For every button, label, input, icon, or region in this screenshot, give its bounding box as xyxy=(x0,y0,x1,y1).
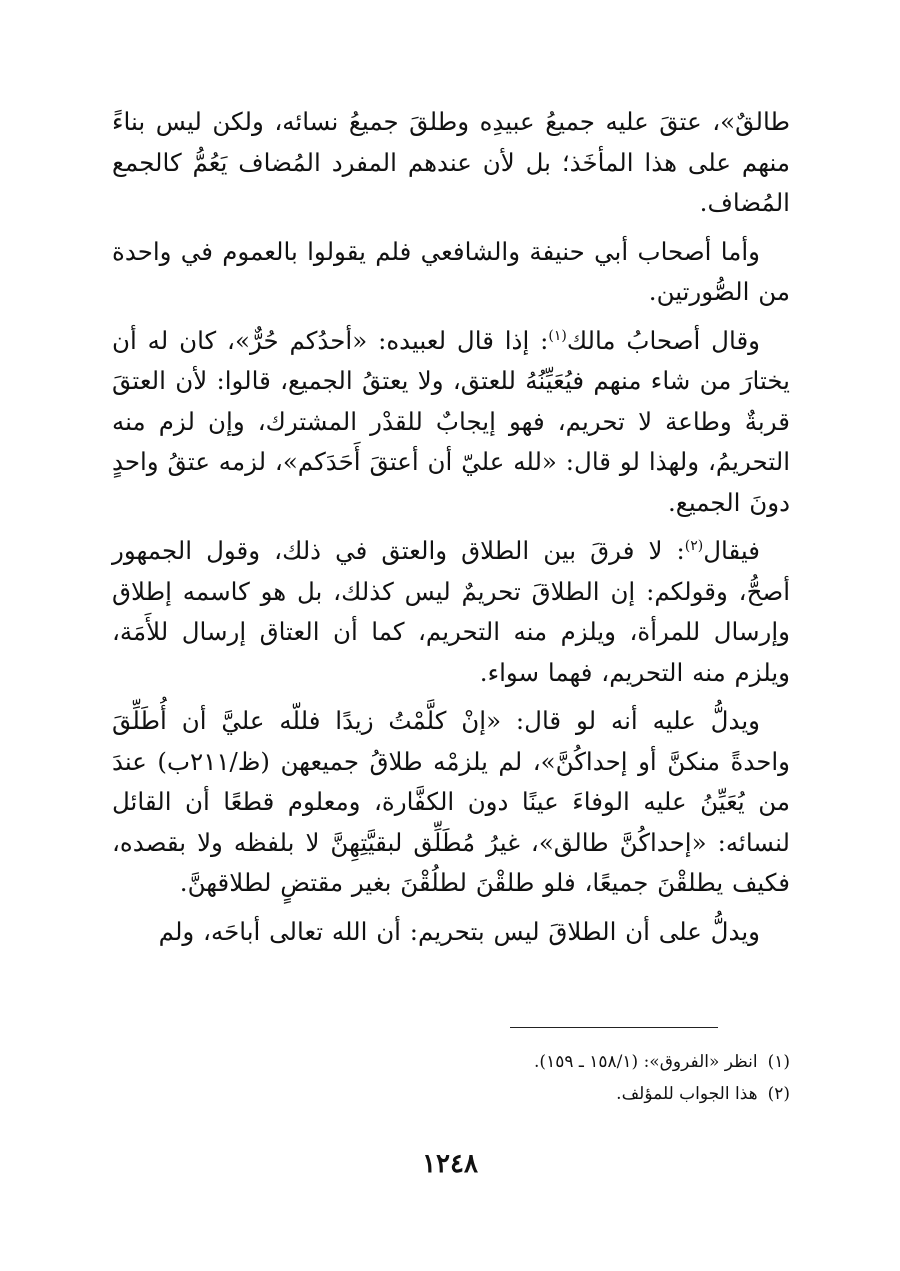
footnote-ref-2: (٢) xyxy=(684,537,704,554)
paragraph-4-text-end: : لا فرقَ بين الطلاق والعتق في ذلك، وقول الجمهور أصحُّ، وقولكم: إن الطلاقَ تحريمٌ ليس كذلك، بل هو كاسمه إطلاق وإرسال للمرأة، ويلزم منه التحريم، كما أن العتاق إرسال للأَمَة، ويلزم منه التحريم، فهما سواء. xyxy=(112,536,790,687)
paragraph-3-text-start: وقال أصحابُ مالك xyxy=(566,325,760,355)
paragraph-6 xyxy=(112,912,790,953)
paragraph-2-text: وأما أصحاب أبي حنيفة والشافعي فلم يقولوا بالعموم في واحدة من الصُّورتين. xyxy=(112,236,790,306)
footnote-ref-1: (١) xyxy=(548,327,567,344)
footnote-2-text: هذا الجواب للمؤلف. xyxy=(616,1084,758,1104)
paragraph-3-text-end: : إذا قال لعبيده: «أحدُكم حُرٌّ»، كان له أن يختارَ من شاء منهم فيُعَيِّنُهُ للعتق، ولا يعتقُ الجميع، قالوا: لأن العتقَ قربةٌ وطاعة لا تحريم، فهو إيجابٌ للقدْر المشترك، وإن لزم منه التحريمُ، ولهذا لو قال: «لله عليّ أن أعتقَ أَحَدَكم»، لزمه عتقُ واحدٍ دونَ الجميع. xyxy=(112,325,790,517)
paragraph-1-text: طالقٌ»، عتقَ عليه جميعُ عبيدِه وطلقَ جميعُ نسائه، ولكن ليس بناءً منهم على هذا المأخَذ؛ بل لأن عندهم المفرد المُضاف يَعُمُّ كالجمع المُضاف. xyxy=(112,107,790,217)
footnote-1-number: (١) xyxy=(767,1052,790,1072)
footnote-1-text: انظر «الفروق»: (١٥٨/١ ـ ١٥٩). xyxy=(534,1052,758,1072)
paragraph-4-text-start: فيقال xyxy=(703,536,760,565)
footnote-2 xyxy=(112,1078,790,1110)
paragraph-6-text: ويدلُّ على أن الطلاقَ ليس بتحريم: أن الله تعالى أباحَه، ولم xyxy=(158,916,760,946)
paragraph-3 xyxy=(112,321,790,524)
main-text xyxy=(112,102,790,960)
footnotes xyxy=(112,1046,790,1110)
footnote-2-number: (٢) xyxy=(767,1084,790,1104)
paragraph-2 xyxy=(112,232,790,313)
page-number: ١٢٤٨ xyxy=(422,1149,478,1179)
paragraph-1 xyxy=(112,102,790,224)
paragraph-5-text: ويدلُّ عليه أنه لو قال: «إنْ كلَّمْتُ زيدًا فللّه عليَّ أن أُطَلِّقَ واحدةً منكنَّ أو إحداكُنَّ»، لم يلزمْه طلاقُ جميعهن (ظ/٢١١ب) عندَ من يُعَيِّنُ عليه الوفاءَ عينًا دون الكفَّارة، ومعلوم قطعًا أن القائل لنسائه: «إحداكُنَّ طالق»، غيرُ مُطَلِّق لبقيَّتِهِنَّ لا بلفظه ولا بقصده، فكيف يطلقْنَ جميعًا، فلو طلقْنَ لطلُقْنَ بغير مقتضٍ لطلاقهنَّ. xyxy=(112,706,790,897)
footnote-1 xyxy=(112,1046,790,1078)
paragraph-4 xyxy=(112,531,790,693)
footnote-separator xyxy=(510,1027,718,1028)
paragraph-5 xyxy=(112,701,790,904)
